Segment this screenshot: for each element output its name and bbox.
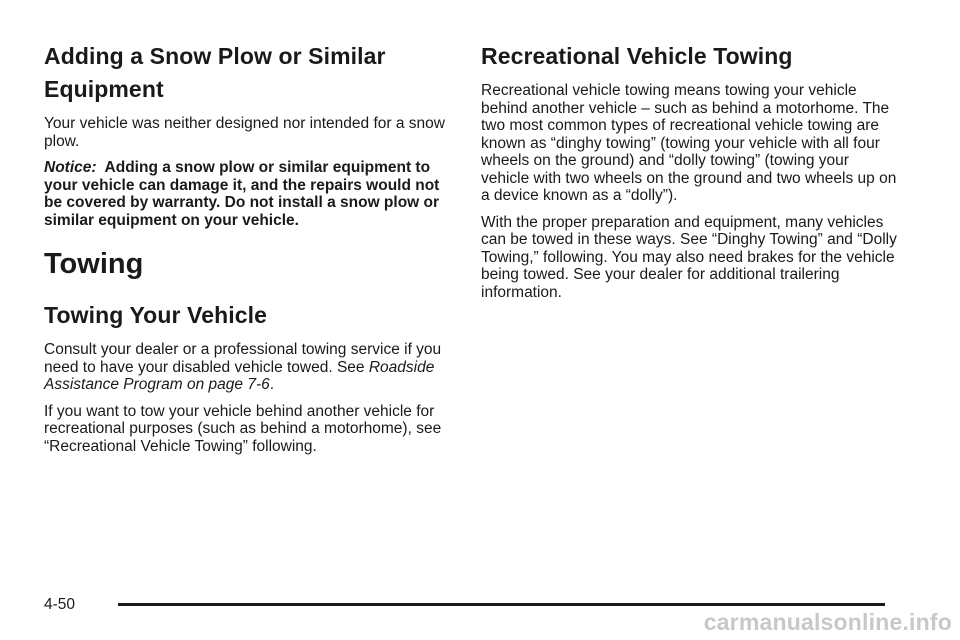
towing-your-vehicle-heading: Towing Your Vehicle (44, 302, 267, 328)
snow-plow-paragraph: Your vehicle was neither designed nor intended for a snow plow. (44, 115, 445, 150)
footer-rule (118, 603, 885, 606)
towing-paragraph-1-end: . (269, 376, 275, 393)
towing-paragraph-1 (44, 341, 454, 394)
towing-paragraph-2: If you want to tow your vehicle behind another vehicle for recreational purposes (such as behind a motorhome), see “Recreational Vehicle Towing” following. (44, 402, 442, 455)
notice-paragraph (44, 159, 454, 229)
watermark: carmanualsonline.info (703, 609, 952, 635)
rv-towing-heading: Recreational Vehicle Towing (481, 43, 793, 69)
towing-paragraph-1-text: Consult your dealer or a professional towing service if you need to have your disabled vehicle towed. See (44, 341, 442, 376)
towing-title: Towing (44, 248, 144, 280)
rv-towing-paragraph-2: With the proper preparation and equipment, many vehicles can be towed in these ways. See “Dinghy Towing” and “Dolly Towing,” following. You may also need brakes for the vehicle being towed. See your dealer for additional trailering information. (481, 213, 897, 301)
roadside-assistance-reference: Roadside Assistance Program on page 7-6 (44, 358, 435, 393)
snow-plow-heading-line1: Adding a Snow Plow or Similar (44, 43, 386, 69)
snow-plow-heading-line2: Equipment (44, 76, 164, 102)
notice-text: Adding a snow plow or similar equipment to your vehicle can damage it, and the repairs would not be covered by warranty. Do not install a snow plow or similar equipment on your vehicle. (44, 159, 440, 229)
notice-label: Notice: (44, 159, 97, 176)
page-number: 4-50 (44, 596, 76, 613)
right-column (481, 40, 901, 301)
left-column (44, 40, 454, 455)
rv-towing-paragraph-1: Recreational vehicle towing means towing your vehicle behind another vehicle – such as behind a motorhome. The two most common types of recreational vehicle towing are known as “dinghy towing” (towing your vehicle with all four wheels on the ground) and “dolly towing” (towing your vehicle with two wheels on the ground and two wheels up on a device known as a “dolly”). (481, 82, 897, 204)
snow-plow-heading (44, 40, 454, 106)
